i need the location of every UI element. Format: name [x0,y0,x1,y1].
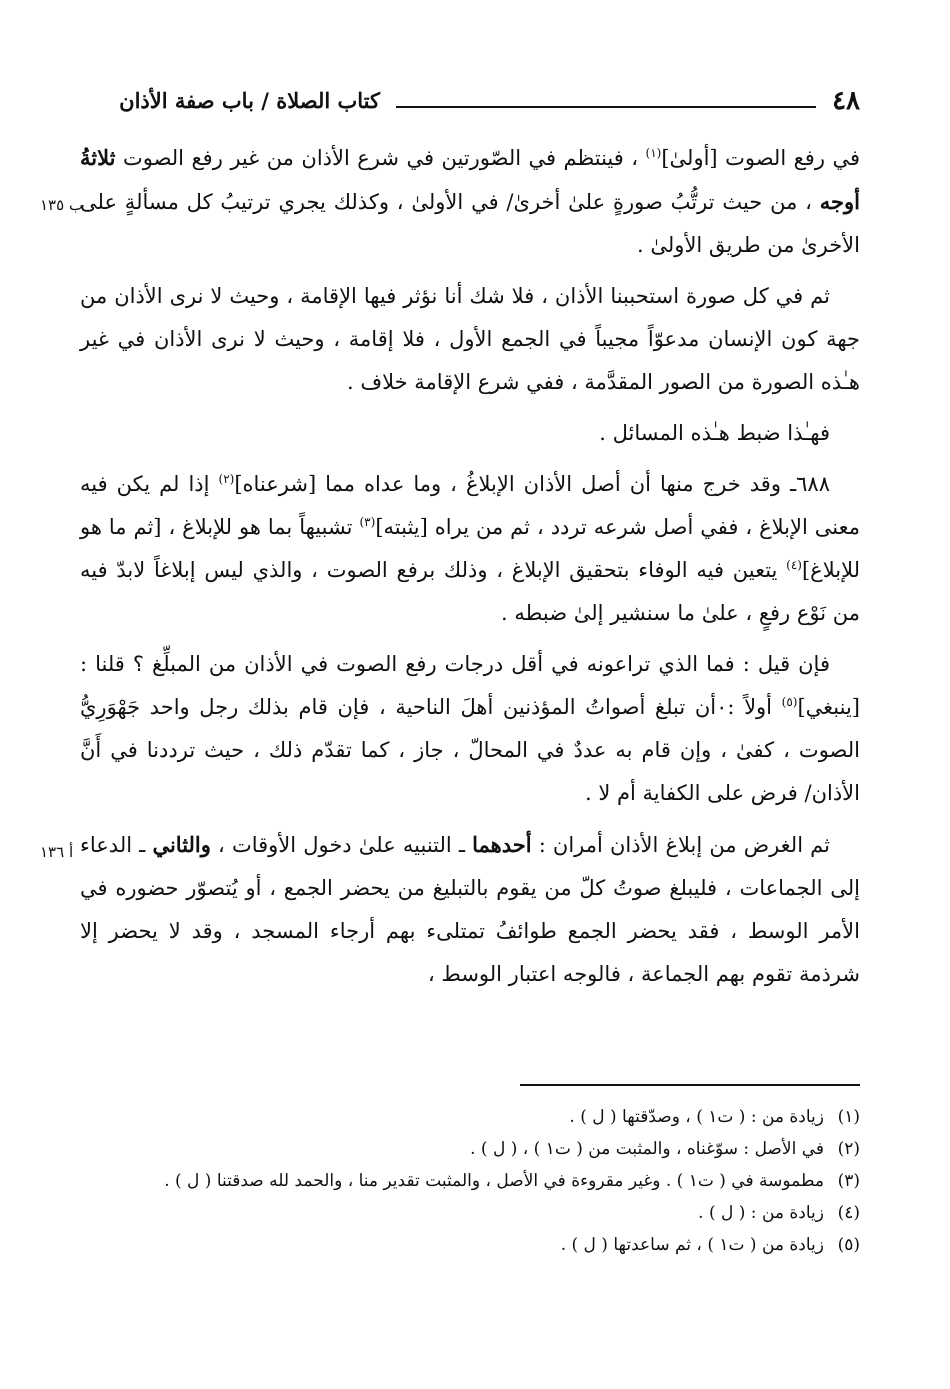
paragraph [80,136,860,267]
text-run: في رفع الصوت [أولىٰ] [661,146,860,170]
footnote [80,1230,860,1260]
paragraph [80,643,860,815]
footnote-ref: (٤) [786,558,802,572]
footnote-number: (٤) [837,1203,860,1223]
footnote-text: في الأصل : سوّغناه ، والمثبت من ( ت١ ) ، ( ل ) . [470,1139,824,1159]
footnote-number: (٣) [837,1171,860,1191]
text-run: أولاً :٠أن تبلغ أصواتُ المؤذنين أهلَ الناحية ، فإن قام بذلك رجل واحد جَهْوَرِيُّ الصوت ، كفىٰ ، وإن قام به عددٌ في المحالّ ، جاز ، كما تقدّم ذلك ، حيث ترددنا في أَنَّ الأذان/ فرض على الكفاية أم لا . [80,695,860,805]
main-text [80,136,860,1004]
footnote-number: (٥) [837,1235,860,1255]
header-rule [396,106,816,108]
footnote [80,1166,860,1196]
paragraph: فهـٰذا ضبط هـٰذه المسائل . [599,421,830,445]
footnote-text: زيادة من : ( ت١ ) ، وصدّقتها ( ل ) . [569,1107,824,1127]
footnote-number: (١) [837,1107,860,1127]
footnotes [80,1102,860,1262]
footnote-text: مطموسة في ( ت١ ) . وغير مقروءة في الأصل ، والمثبت تقدير منا ، والحمد لله صدقتنا ( ل ) . [164,1171,824,1191]
footnote-text: زيادة من ( ت١ ) ، ثم ساعدتها ( ل ) . [560,1235,824,1255]
running-title: كتاب الصلاة / باب صفة الأذان [119,88,380,113]
text-run: ثم الغرض من إبلاغ الأذان أمران : [531,833,830,857]
footnote-ref: (٢) [218,472,235,486]
manuscript-folio-note: أ ١٣٦ [40,843,74,861]
page-header [80,86,860,120]
footnote-ref: (٥) [781,695,798,709]
manuscript-folio-note: ب ١٣٥ [40,196,84,214]
text-run: ٦٨٨ـ وقد خرج منها أن أصل الأذان الإبلاغُ ، وما عداه مما [شرعناه] [234,472,830,496]
text-run: فإن قيل : فما الذي تراعونه في أقل درجات رفع الصوت في الأذان من المبلِّغ ؟ قلنا : [ينبغي] [80,652,860,719]
footnote-ref: (٣) [359,515,376,529]
paragraph: ثم في كل صورة استحببنا الأذان ، فلا شك أنا نؤثر فيها الإقامة ، وحيث لا نرى الأذان من جهة كون الإنسان مدعوّاً مجيباً في الجمع الأول ، فلا إقامة ، وحيث لا نرى الأذان في غير هـٰذه الصورة من الصور المقدَّمة ، ففي شرع الإقامة خلاف . [80,284,860,394]
text-run: ـ الدعاء إلى الجماعات ، فليبلغ صوتُ كلّ من يقوم بالتبليغ من يحضر الجمع ، أو يُتصوّر حضوره في الأمر الوسط ، فقد يحضر الجمع طوائفُ تمتلىء بهم أرجاء المسجد ، وقد لا يحضر إلا شرذمة تقوم بهم الجماعة ، فالوجه اعتبار الوسط ، [80,833,860,986]
footnote [80,1134,860,1164]
emphasis-text: والثاني [152,832,211,857]
emphasis-text: أحدهما [472,832,532,857]
footnote-number: (٢) [837,1139,860,1159]
footnote [80,1198,860,1228]
paragraph [80,823,860,996]
page-number: ٤٨ [832,86,860,116]
text-run: يتعين فيه الوفاء بتحقيق الإبلاغ ، وذلك برفع الصوت ، والذي ليس إبلاغاً لابدّ فيه من نَوْع رفعٍ ، علىٰ ما سنشير إلىٰ ضبطه . [80,558,860,625]
text-run: ـ التنبيه علىٰ دخول الأوقات ، [210,833,473,857]
footnote [80,1102,860,1132]
text-run: ، فينتظم في الصّورتين في شرع الأذان من غير رفع الصوت [115,146,646,170]
footnote-separator [520,1084,860,1086]
footnote-text: زيادة من : ( ل ) . [698,1203,824,1223]
emphasis-text: ثلاثةُ أوجه [80,145,860,214]
footnote-ref: (١) [645,146,662,160]
text-run: ، من حيث ترتُّبُ صورةٍ علىٰ أخرىٰ/ في الأولىٰ ، وكذلك يجري ترتيبُ كل مسألةٍ على الأخرىٰ من طريق الأولىٰ . [80,190,860,257]
text-run: تشبيهاً بما هو للإبلاغ ، [ثم ما هو للإبلاغ] [80,515,860,582]
paragraph [80,463,860,635]
text-run: إذا لم يكن فيه معنى الإبلاغ ، ففي أصل شرعه تردد ، ثم من يراه [يثبته] [80,472,860,539]
